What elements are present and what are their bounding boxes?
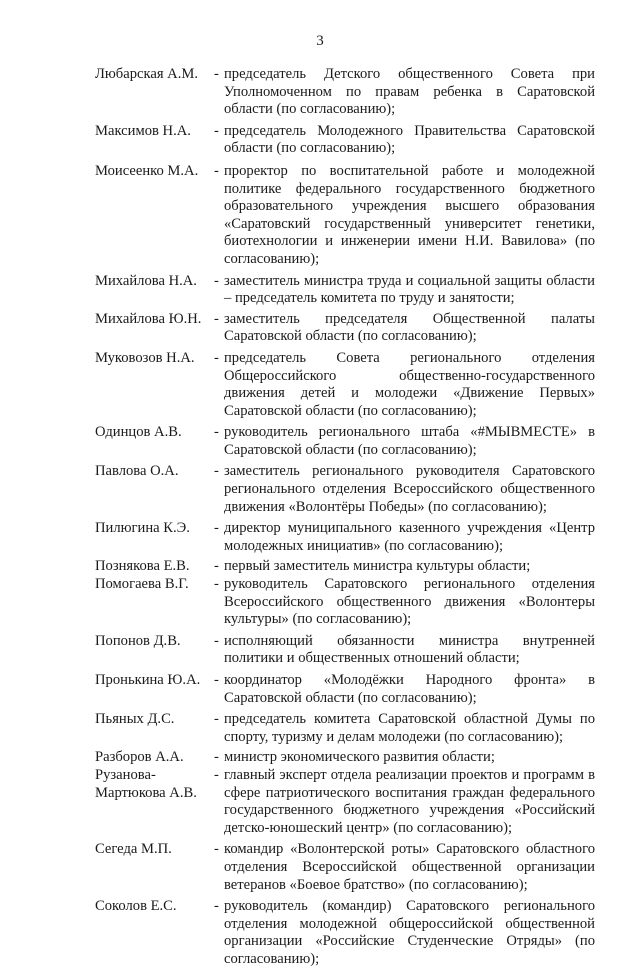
member-entry [95,576,595,629]
member-name: Пилюгина К.Э. [95,520,190,537]
member-entry [95,633,595,668]
member-name: Любарская А.М. [95,66,198,82]
member-name: Пьяных Д.С. [95,711,175,728]
member-entry [95,273,595,308]
dash: - [214,162,219,179]
member-role: председатель Совета регионального отделения Общероссийского общественно-государственного движения детей и молодежи «Движение Первых» Саратовской области (по согласованию); [224,349,595,419]
dash: - [214,310,219,327]
member-entry [95,558,595,576]
dash: - [214,576,219,593]
dash: - [214,349,219,366]
member-entry [95,749,595,767]
member-role: командир «Волонтерской роты» Саратовского областного отделения Всероссийской общественной организации ветеранов «Боевое братство» (по согласованию); [224,841,595,893]
dash: - [214,766,219,783]
member-role: председатель Молодежного Правительства Саратовской области (по согласованию); [224,122,595,157]
member-name: Разборов А.А. [95,749,184,766]
member-entry [95,311,595,346]
member-name: Михайлова Ю.Н. [95,310,202,327]
member-role: заместитель министра труда и социальной защиты области – председатель комитета по труду и занятости; [224,272,595,307]
member-entry [95,163,595,269]
member-role: председатель комитета Саратовской областной Думы по спорту, туризму и делам молодежи (по согласованию); [224,711,595,745]
dash: - [214,749,219,766]
member-role: руководитель регионального штаба «#МЫВМЕСТЕ» в Саратовской области (по согласованию); [224,424,595,458]
member-role: проректор по воспитательной работе и молодежной политике федерального государственного бюджетного образовательного учреждения высшего образования «Саратовский государственный университет генетики, биотехнологии и инженерии имени Н.И. Вавилова» (по согласованию); [224,162,595,267]
member-name: Помогаева В.Г. [95,576,189,593]
member-role: заместитель председателя Общественной палаты Саратовской области (по согласованию); [224,310,595,345]
dash: - [214,122,219,139]
member-role: руководитель (командир) Саратовского регионального отделения молодежной общероссийской общественной организации «Российские Студенческие Отряды» (по согласованию); [224,898,595,967]
member-name: Муковозов Н.А. [95,349,195,366]
dash: - [214,632,219,649]
member-role: министр экономического развития области; [224,749,495,766]
member-entry [95,672,595,707]
dash: - [214,898,219,915]
member-name: Рузанова- Мартюкова А.В. [95,766,197,801]
member-role: первый заместитель министра культуры области; [224,558,531,575]
member-entry [95,66,595,119]
member-name: Одинцов А.В. [95,424,182,441]
member-role: исполняющий обязанности министра внутренней политики и общественных отношений области; [224,632,595,667]
member-name: Моисеенко М.А. [95,162,199,179]
page-number: 3 [316,33,324,49]
member-name: Максимов Н.А. [95,122,191,139]
dash: - [214,463,219,480]
member-name: Пронькина Ю.А. [95,672,201,688]
dash: - [214,672,219,688]
member-role: директор муниципального казенного учреждения «Центр молодежных инициатив» (по согласованию); [224,520,595,554]
dash: - [214,711,219,728]
member-name: Михайлова Н.А. [95,272,197,289]
member-list [95,66,595,969]
dash: - [214,66,219,82]
member-role: координатор «Молодёжки Народного фронта» в Саратовской области (по согласованию); [224,672,595,706]
member-entry [95,350,595,420]
member-entry [95,767,595,837]
member-name: Павлова О.А. [95,463,179,480]
member-entry [95,898,595,968]
member-entry [95,711,595,746]
dash: - [214,558,219,575]
member-entry [95,463,595,516]
dash: - [214,424,219,441]
member-name: Сегеда М.П. [95,841,172,858]
member-role: руководитель Саратовского регионального отделения Всероссийского общественного движения «Волонтеры культуры» (по согласованию); [224,576,595,628]
member-name: Познякова Е.В. [95,558,190,575]
member-name: Попонов Д.В. [95,632,181,649]
member-role: председатель Детского общественного Совета при Уполномоченном по правам ребенка в Саратовской области (по согласованию); [224,66,595,118]
member-name: Соколов Е.С. [95,898,177,915]
member-entry [95,520,595,555]
dash: - [214,520,219,537]
member-entry [95,123,595,158]
member-entry [95,841,595,894]
dash: - [214,841,219,858]
member-role: заместитель регионального руководителя Саратовского регионального отделения Всероссийского общественного движения «Волонтёры Победы» (по согласованию); [224,463,595,515]
member-role: главный эксперт отдела реализации проектов и программ в сфере патриотического воспитания граждан федерального государственного бюджетного учреждения «Российский детско-юношеский центр» (по согласованию); [224,766,595,836]
member-entry [95,424,595,459]
dash: - [214,272,219,289]
